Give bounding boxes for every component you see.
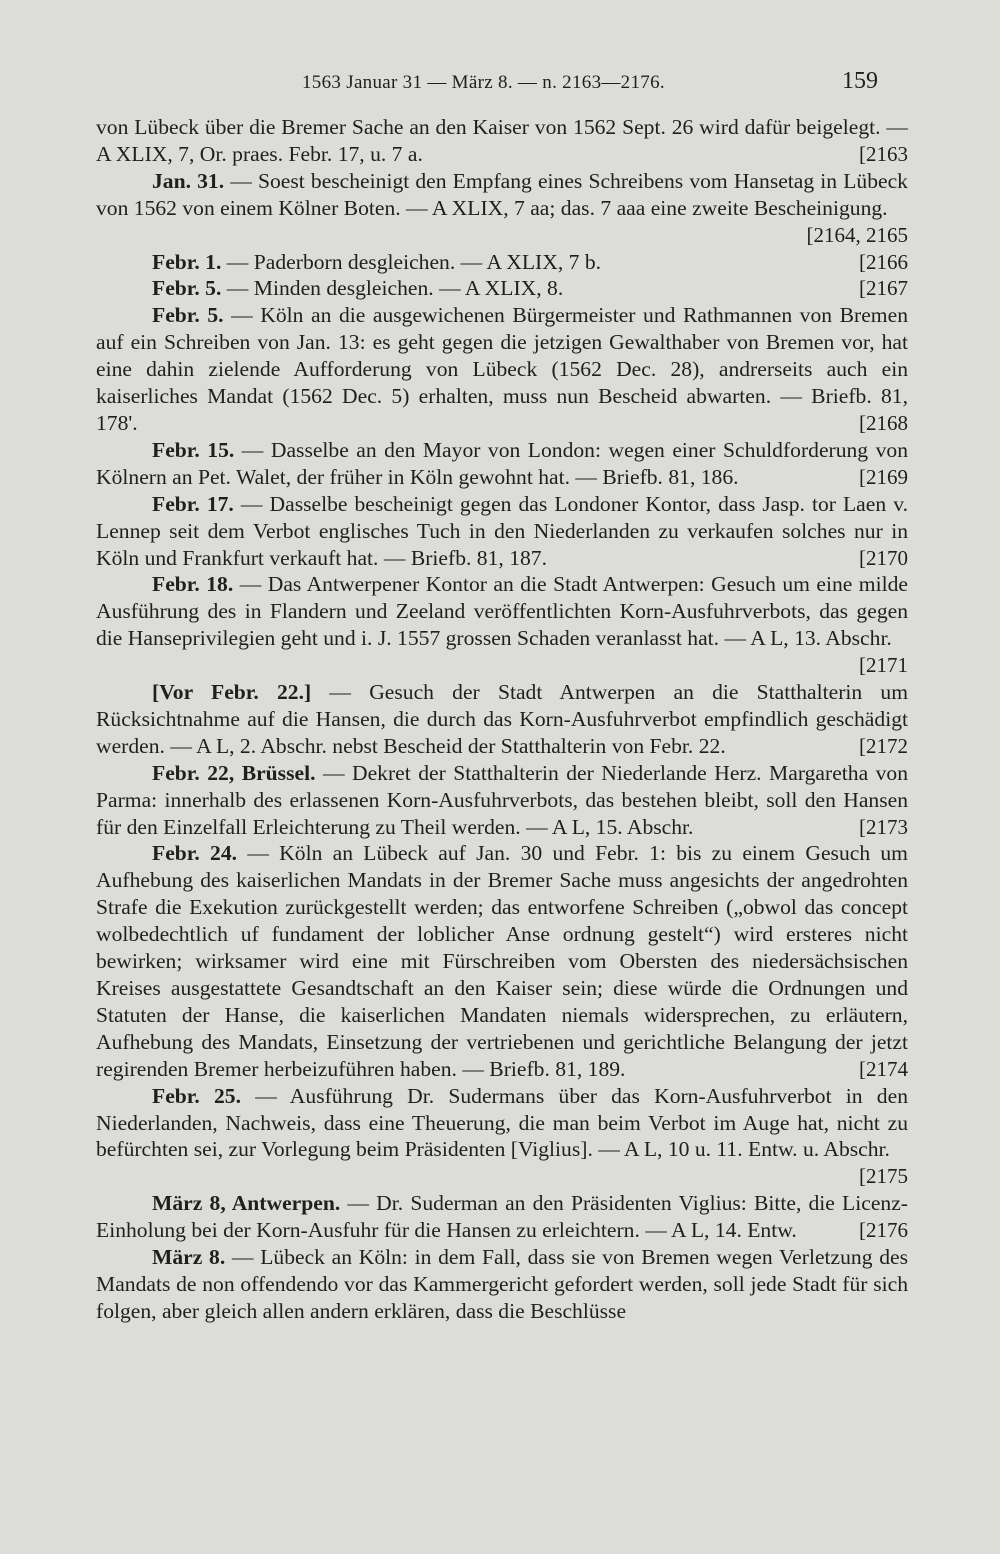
entry-text: von Lübeck über die Bremer Sache an den Kaiser von 1562 Sept. 26 wird dafür beigelegt. — A XLIX, 7, Or. praes. Febr. 17, u. 7 a. xyxy=(96,115,908,166)
entry-number: [2174 xyxy=(859,1056,908,1081)
regest-entry xyxy=(96,840,908,1082)
entry-text: — Gesuch der Stadt Antwerpen an die Statthalterin um Rücksichtnahme auf die Hansen, die durch das Korn-Ausfuhrverbot empfindlich geschädigt werden. — A L, 2. Abschr. nebst Bescheid der Statthalterin von Febr. 22. xyxy=(96,680,909,758)
regest-entry xyxy=(96,275,908,302)
entry-text: — Köln an die ausgewichenen Bürgermeister und Rathmannen von Bremen auf ein Schreiben von Jan. 13: es geht gegen die jetzigen Gewalthaber von Bremen vor, hat eine dahin zielende Aufforderung von Lübeck (1562 Dec. 28), andrerseits auch ein kaiserliches Mandat (1562 Dec. 5) erhalten, muss nun Bescheid abwarten. — Briefb. 81, 178'. xyxy=(96,303,908,435)
entry-date: Febr. 18. xyxy=(152,572,234,597)
regest-entry xyxy=(96,302,908,437)
entry-date: Febr. 22, Brüssel. xyxy=(152,760,316,785)
regest-entry xyxy=(96,437,908,491)
regest-entry xyxy=(96,168,908,249)
entry-number: [2167 xyxy=(859,276,908,301)
running-title: 1563 Januar 31 — März 8. — n. 2163—2176. xyxy=(302,72,665,93)
entry-number: [2169 xyxy=(859,464,908,489)
regest-entry xyxy=(96,1244,908,1325)
entry-text: — Ausführung Dr. Sudermans über das Korn-Ausfuhrverbot in den Niederlanden, Nachweis, dass eine Theuerung, die man beim Verbot im Auge hat, nicht zu befürchten sei, zur Vorlegung beim Präsidenten [Viglius]. — A L, 10 u. 11. Entw. u. Abschr. xyxy=(96,1083,908,1162)
entry-date: Febr. 15. xyxy=(152,437,235,462)
entry-text: — Paderborn desgleichen. — A XLIX, 7 b. xyxy=(221,249,602,274)
entry-date: Febr. 1. xyxy=(152,249,222,274)
entry-number: [2166 xyxy=(859,249,908,274)
entry-text: — Dekret der Statthalterin der Niederlande Herz. Margaretha von Parma: innerhalb des erlassenen Korn-Ausfuhrverbots, das bestehen bleibt, soll den Hansen für den Einzelfall Erleichterung zu Theil werden. — A L, 15. Abschr. xyxy=(96,760,909,839)
entry-date: Jan. 31. xyxy=(152,168,225,193)
regest-entry xyxy=(96,571,908,679)
regest-entry xyxy=(96,679,908,760)
entry-number: [2171 xyxy=(859,653,908,678)
entry-date: Febr. 17. xyxy=(152,491,234,516)
entry-date: [Vor Febr. 22.] xyxy=(152,680,312,705)
entry-text: — Köln an Lübeck auf Jan. 30 und Febr. 1: bis zu einem Gesuch um Aufhebung des kaiserlichen Mandats in der Bremer Sache muss angesichts der angedrohten Strafe die Exekution zurückgestellt werden; das entworfene Schreiben („obwol das concept wolbedechtlich uf fundament der loblicher Anse ordnung gestelt“) wird ersteres nicht bewirken; wirksamer wird eine mit Fürschreiben vom Obersten des niedersächsischen Kreises ausgestattete Gesandtschaft an den Kaiser sein; diese würde die Ordnungen und Statuten der Hanse, die kaiserlichen Mandaten niemals widersprechen, zu erläutern, Aufhebung des Mandats, Einsetzung der vertriebenen und gerichtliche Belangung der jetzt regirenden Bremer herbeizuführen haben. — Briefb. 81, 189. xyxy=(96,841,908,1081)
entry-text: — Minden desgleichen. — A XLIX, 8. xyxy=(221,276,564,301)
entry-text: — Dr. Suderman an den Präsidenten Viglius: Bitte, die Licenz-Einholung bei der Korn-Ausfuhr für die Hansen zu erleichtern. — A L, 14. Entw. xyxy=(96,1191,908,1243)
entry-number: [2163 xyxy=(859,141,908,166)
regest-entry xyxy=(96,249,908,276)
entry-number: [2172 xyxy=(859,733,908,758)
entry-text: — Soest bescheinigt den Empfang eines Schreibens vom Hansetag in Lübeck von 1562 von einem Kölner Boten. — A XLIX, 7 aa; das. 7 aaa eine zweite Bescheinigung. xyxy=(96,168,908,220)
entry-number: [2164, 2165 xyxy=(806,222,908,247)
entry-text: — Dasselbe an den Mayor von London: wegen einer Schuldforderung von Kölnern an Pet. Walet, der früher in Köln gewohnt hat. — Briefb. 81, 186. xyxy=(96,437,908,489)
entry-text: — Dasselbe bescheinigt gegen das Londoner Kontor, dass Jasp. tor Laen v. Lennep seit dem Verbot englisches Tuch in den Niederlanden zu verkaufen solches nur in Köln und Frankfurt verkauft hat. — Briefb. 81, 187. xyxy=(96,491,908,570)
regest-entry xyxy=(96,1083,908,1191)
regest-entry xyxy=(96,491,908,572)
regest-entry xyxy=(96,1190,908,1244)
regest-entry xyxy=(96,114,908,168)
running-header xyxy=(0,64,1000,100)
entry-date: März 8, Antwerpen. xyxy=(152,1191,341,1216)
regest-entry xyxy=(96,760,908,841)
entry-date: März 8. xyxy=(152,1245,226,1270)
entry-number: [2168 xyxy=(859,410,908,435)
entry-text: — Das Antwerpener Kontor an die Stadt Antwerpen: Gesuch um eine milde Ausführung des in Flandern und Zeeland veröffentlichten Korn-Ausfuhrverbots, das gegen die Hanseprivilegien geht und i. J. 1557 grossen Schaden veranlasst hat. — A L, 13. Abschr. xyxy=(96,572,908,651)
entry-date: Febr. 24. xyxy=(152,841,238,866)
document-body xyxy=(96,114,908,1325)
entry-number: [2175 xyxy=(859,1164,908,1189)
entry-date: Febr. 25. xyxy=(152,1083,241,1108)
entry-date: Febr. 5. xyxy=(152,303,224,328)
entry-number: [2170 xyxy=(859,545,908,570)
entry-date: Febr. 5. xyxy=(152,276,222,301)
page-number: 159 xyxy=(842,68,878,94)
entry-number: [2173 xyxy=(859,814,908,839)
entry-number: [2176 xyxy=(859,1218,908,1243)
entry-text: — Lübeck an Köln: in dem Fall, dass sie von Bremen wegen Verletzung des Mandats de non offendendo vor das Kammergericht gefordert werden, soll jede Stadt für sich folgen, aber gleich allen andern erklären, dass die Beschlüsse xyxy=(96,1245,908,1323)
